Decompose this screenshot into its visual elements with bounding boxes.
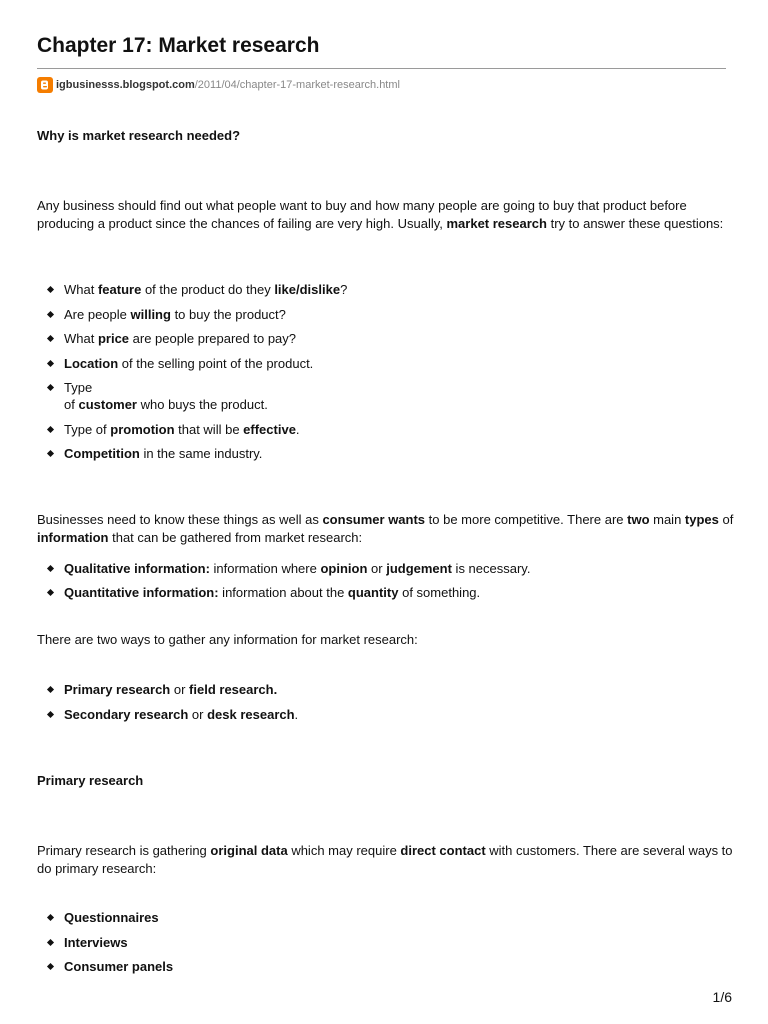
list-item: Competition in the same industry. — [37, 445, 737, 462]
list-item: Type of customer who buys the product. — [37, 379, 737, 413]
section-heading-primary: Primary research — [37, 773, 144, 788]
types-paragraph: Businesses need to know these things as well as consumer wants to be more competitive. There are two main types of information that can be gathered from market research: — [37, 512, 734, 545]
source-line — [37, 76, 400, 94]
list-item: Are people willing to buy the product? — [37, 306, 737, 323]
list-item: Consumer panels — [37, 958, 737, 975]
ways-list — [37, 681, 737, 723]
list-item: Secondary research or desk research. — [37, 706, 737, 723]
list-item: Quantitative information: information about the quantity of something. — [37, 584, 737, 601]
intro-paragraph: Any business should find out what people want to buy and how many people are going to buy that product before producing a product since the chances of failing are very high. Usually, market research try to answer these questions: — [37, 198, 724, 231]
list-item: Primary research or field research. — [37, 681, 737, 698]
source-domain-link[interactable]: igbusinesss.blogspot.com — [56, 79, 195, 91]
blogger-icon — [37, 77, 53, 93]
methods-list — [37, 909, 737, 975]
list-item: Qualitative information: information where opinion or judgement is necessary. — [37, 560, 737, 577]
list-item: What feature of the product do they like/dislike? — [37, 281, 737, 298]
list-item: Location of the selling point of the product. — [37, 355, 737, 372]
ways-paragraph: There are two ways to gather any information for market research: — [37, 632, 418, 647]
page-title: Chapter 17: Market research — [37, 34, 320, 57]
source-path: /2011/04/chapter-17-market-research.html — [194, 79, 400, 91]
list-item: Questionnaires — [37, 909, 737, 926]
page-number: 1/6 — [712, 989, 732, 1005]
list-item: Type of promotion that will be effective. — [37, 421, 737, 438]
primary-paragraph: Primary research is gathering original data which may require direct contact with customers. There are several ways to do primary research: — [37, 843, 733, 876]
title-divider — [37, 68, 726, 69]
info-types-list — [37, 560, 737, 601]
section-heading-why: Why is market research needed? — [37, 128, 241, 143]
list-item: What price are people prepared to pay? — [37, 330, 737, 347]
questions-list — [37, 281, 737, 462]
list-item: Interviews — [37, 934, 737, 951]
